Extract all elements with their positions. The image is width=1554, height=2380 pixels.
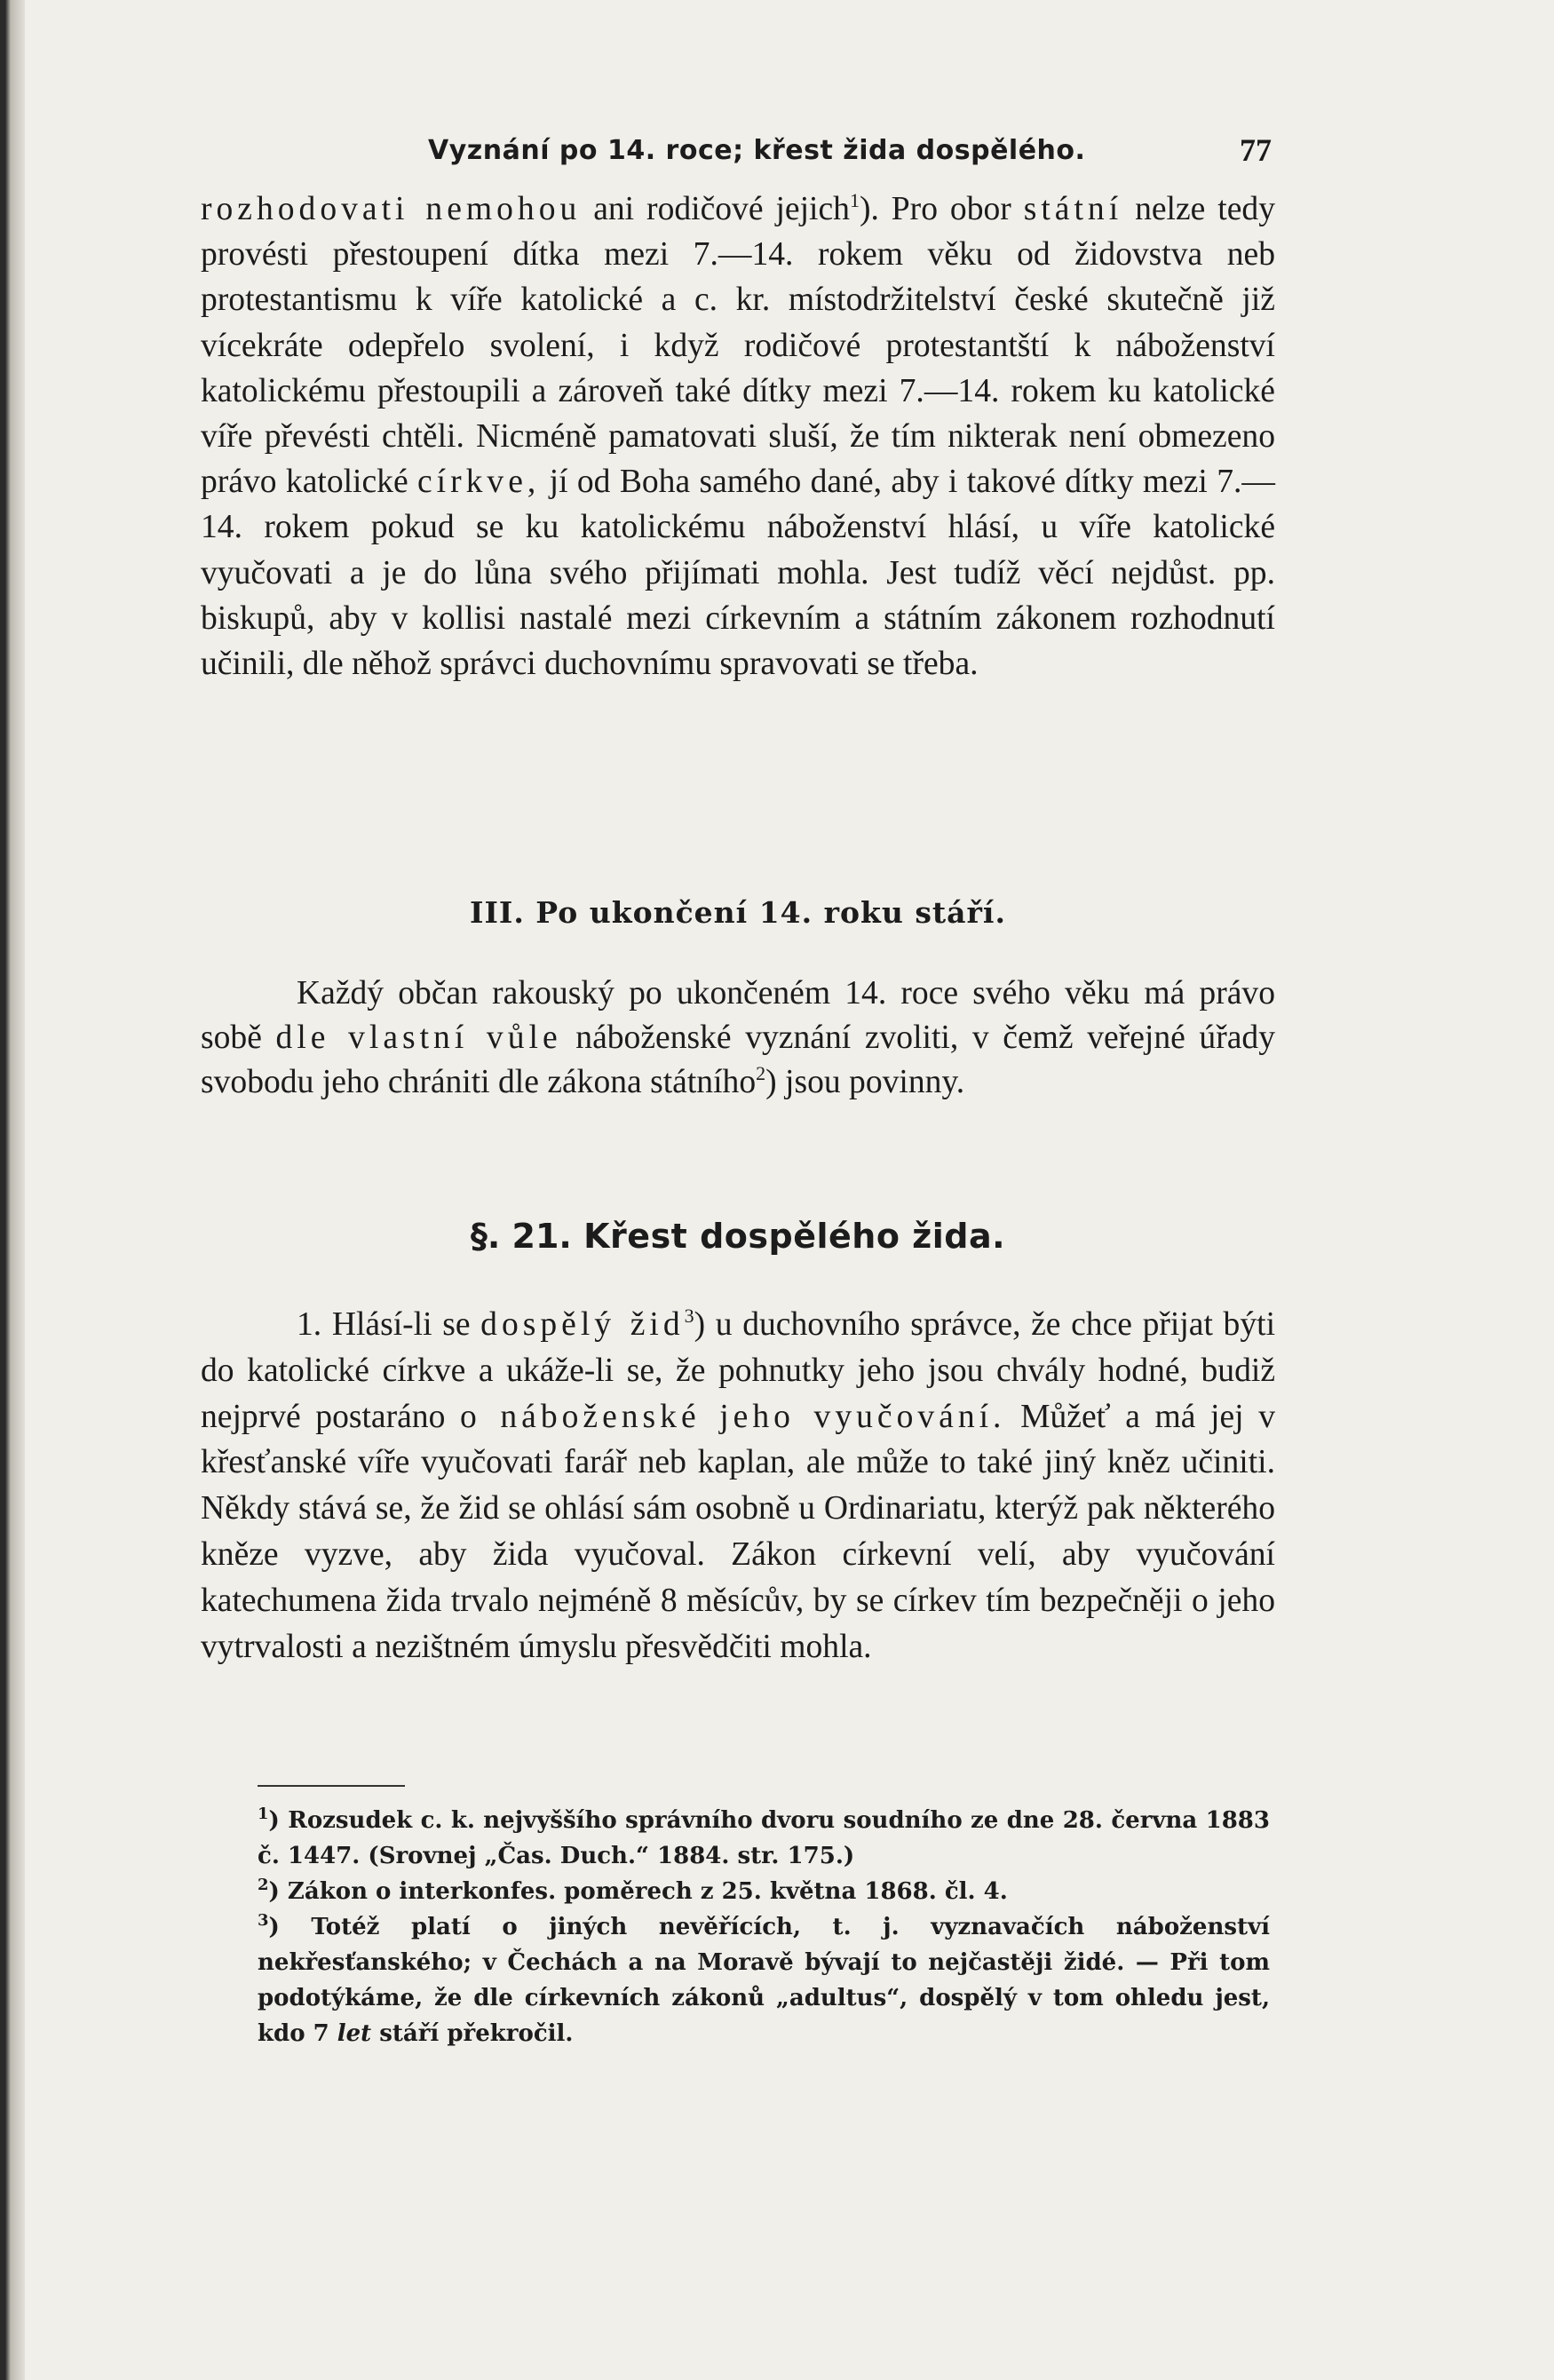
footnote-2: $^2$) Zákon o interkonfes. poměrech z 25. května 1868. čl. 4. — [258, 1876, 1008, 1905]
footnote-3: $^3$) Totéž platí o jiných nevěřících, t. j. vyznavačích náboženství nekřesťanského; v Čechách a na Moravě bývají to nejčastěji židé. — Při tom podotýkáme, že dle církevních zákonů „adultus“, dospělý v tom ohledu jest, kdo 7 let stáří překročil. — [258, 1911, 1270, 2047]
spaced-emphasis: rozhodovati nemohou — [201, 191, 582, 227]
spaced-emphasis: církve, — [417, 464, 541, 501]
binding-edge-shadow — [0, 0, 25, 2380]
paragraph-1: rozhodovati nemohou ani rodičové jejich$^1$). Pro obor státní nelze tedy provésti přestoupení dítka mezi 7.—14. rokem věku od židovstva neb protestantismu k víře katolické a c. kr. místodržitelství české skutečně již vícekráte odepřelo svolení, i když rodičové protestantští k náboženství katolickému přestoupili a zároveň také dítky mezi 7.—14. rokem ku katolické víře převésti chtěli. Nicméně pamatovati sluší, že tím nikterak není obmezeno právo katolické církve, jí od Boha samého dané, aby i takové dítky mezi 7.—14. rokem pokud se ku katolickému náboženství hlásí, u víře katolické vyučovati a je do lůna svého přijímati mohla. Jest tudíž věcí nejdůst. pp. biskupů, aby v kollisi nastalé mezi církevním a státním zákonem rozhodnutí učinili, dle něhož správci duchovnímu spravovati se třeba. — [201, 189, 1275, 683]
spaced-emphasis: státní — [1023, 191, 1123, 227]
spaced-emphasis: o náboženské jeho vyučování. — [459, 1398, 1006, 1435]
section-heading — [201, 1217, 1275, 1256]
paragraph-2-block — [201, 972, 1275, 1105]
paragraph-3: 1. Hlásí-li se dospělý žid$^3$) u duchovního správce, že chce přijat býti do katolické církve a ukáže-li se, že pohnutky jeho jsou chvály hodné, budiž nejprvé postaráno o náboženské jeho vyučování. Můžeť a má jej v křesťanské víře vyučovati farář neb kaplan, ale může to také jiný kněz učiniti. Někdy stává se, že žid se ohlásí sám osobně u Ordinariatu, kterýž pak některého kněze vyzve, aby žida vyučoval. Zákon církevní velí, aby vyučování katechumena žida trvalo nejméně 8 měsícův, by se církev tím bezpečněji o jeho vytrvalosti a nezištném úmyslu přesvědčiti mohla. — [201, 1305, 1276, 1665]
section-title: Křest dospělého žida. — [583, 1217, 1006, 1256]
spaced-emphasis: dle vlastní vůle — [275, 1019, 562, 1056]
footnote-ref-1: 1 — [849, 189, 860, 211]
italic-word: let — [337, 2020, 372, 2047]
paragraph-3-block — [201, 1302, 1275, 1670]
paragraph-continued — [201, 186, 1275, 686]
footnote-mark: 1 — [258, 1805, 269, 1823]
subheading: III. Po ukončení 14. roku stáří. — [470, 895, 1006, 930]
footnote-rule — [258, 1785, 405, 1787]
spaced-emphasis: dospělý žid — [480, 1306, 685, 1343]
footnote-mark: 2 — [258, 1876, 269, 1894]
running-title: Vyznání po 14. roce; křest žida dospělého. — [428, 135, 1086, 166]
footnotes — [258, 1803, 1270, 2051]
footnote-ref-3: 3 — [684, 1305, 694, 1327]
paragraph-2: Každý občan rakouský po ukončeném 14. roce svého věku má právo sobě dle vlastní vůle náboženské vyznání zvoliti, v čemž veřejné úřady svobodu jeho chrániti dle zákona státního$^2$) jsou povinny. — [201, 975, 1275, 1100]
footnote-ref-2: 2 — [756, 1062, 766, 1084]
running-header — [428, 131, 1272, 176]
footnote-1: $^1$) Rozsudek c. k. nejvyššího správního dvoru soudního ze dne 28. června 1883 č. 1447. (Srovnej „Čas. Duch.“ 1884. str. 175.) — [258, 1805, 1270, 1869]
section-number: §. 21. — [470, 1217, 572, 1256]
footnote-mark: 3 — [258, 1911, 269, 1930]
page-number: 77 — [1240, 132, 1272, 168]
